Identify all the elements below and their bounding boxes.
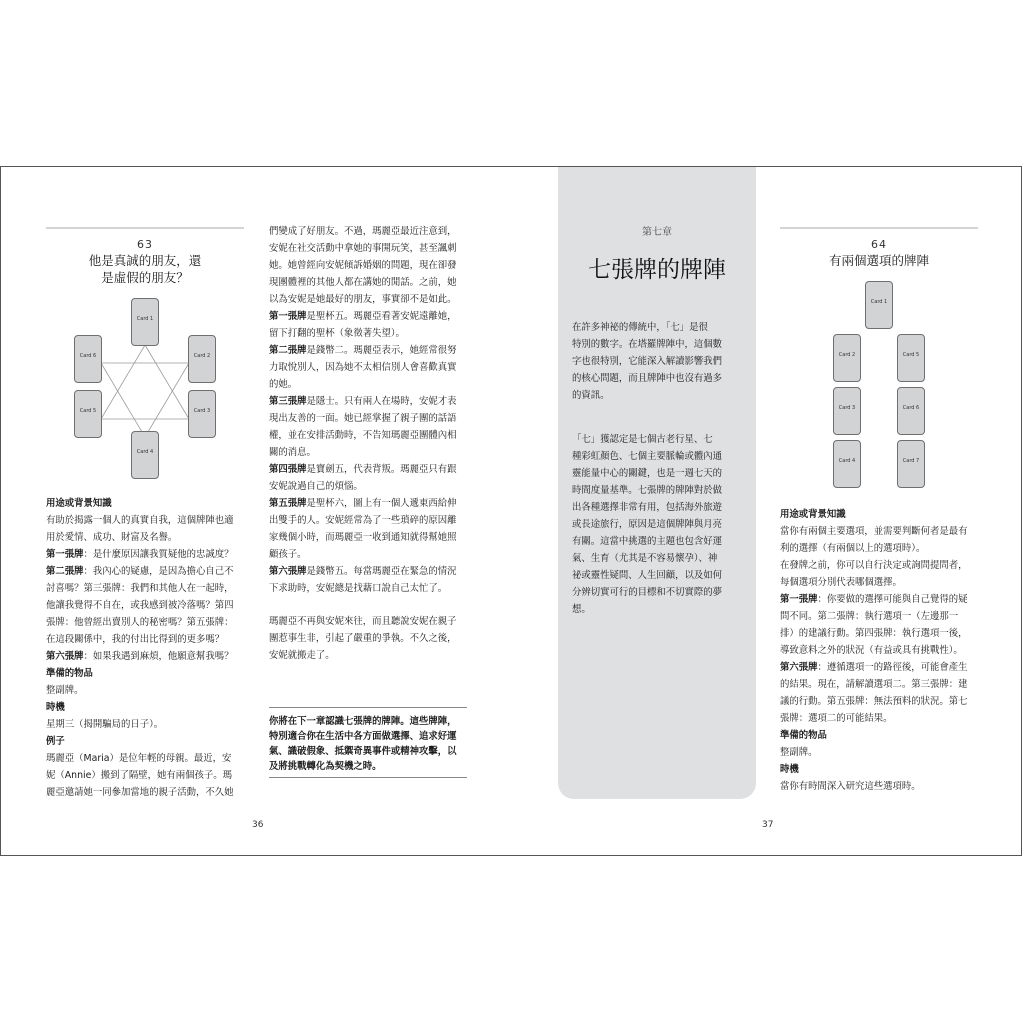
spread-card-7 <box>897 440 925 488</box>
text-line: 及將挑戰轉化為契機之時。 <box>269 761 382 772</box>
left-column-2-text <box>269 223 475 597</box>
bold-label: 準備的物品 <box>46 668 93 679</box>
text-line <box>269 291 475 308</box>
text-line <box>46 529 252 546</box>
text-line <box>780 693 986 710</box>
text-line: 氣、生育（尤其是不容易懷孕）、神 <box>572 553 718 564</box>
bold-label: 第六張牌 <box>780 662 818 673</box>
line-text: 用於愛情、成功、財富及名譽。 <box>46 532 178 543</box>
text-line <box>780 761 986 778</box>
text-line: 特別適合你在生活中各方面做選擇、追求好運 <box>269 731 457 742</box>
card-label: Card 3 <box>838 405 856 411</box>
line-text: 張牌：他曾經出賣別人的秘密嗎？第五張牌： <box>46 617 234 628</box>
line-text: ：遵循選項一的路徑後，可能會產生 <box>817 662 968 673</box>
entry-top-rule-right <box>780 227 978 229</box>
line-text: 每個選項分別代表哪個選擇。 <box>780 577 902 588</box>
page-number-right: 37 <box>762 820 774 830</box>
line-text: 是寶劍五，代表背叛。瑪麗亞只有跟 <box>306 464 457 475</box>
text-line <box>780 676 986 693</box>
text-line <box>46 597 252 614</box>
line-text: 他讓我覺得不自在，或我感到被冷落嗎？第四 <box>46 600 234 611</box>
text-line <box>46 546 252 563</box>
text-line: 有關。這當中挑選的主題也包含好運 <box>572 536 723 547</box>
line-text: 麗亞邀請她一同參加當地的親子活動，不久她 <box>46 787 234 798</box>
line-text: 在發牌之前，你可以自行決定或詢問提問者， <box>780 560 968 571</box>
page-number-left: 36 <box>252 820 264 830</box>
card-label: Card 2 <box>838 352 856 358</box>
spread-card-2 <box>188 335 216 383</box>
text-line: 瑪麗亞不再與安妮來往，而且聽說安妮在親子 <box>269 616 457 627</box>
text-line <box>269 546 475 563</box>
text-line: 祕或靈性疑問、人生回顧，以及如何 <box>572 570 723 581</box>
text-line <box>780 540 986 557</box>
text-line <box>46 733 252 750</box>
line-text: 關的消息。 <box>269 447 316 458</box>
chapter-label: 第七章 <box>642 227 672 238</box>
bold-label: 第二張牌 <box>46 566 84 577</box>
text-line: 種彩虹顏色、七個主要脈輪或體內通 <box>572 451 723 462</box>
bold-label: 用途或背景知識 <box>46 498 112 509</box>
text-line <box>269 478 475 495</box>
line-text: 張牌：選項二的可能結果。 <box>780 713 893 724</box>
text-line <box>780 557 986 574</box>
bold-label: 第二張牌 <box>269 345 307 356</box>
line-text: 以為安妮是她最好的朋友，事實卻不是如此。 <box>269 294 457 305</box>
line-text: 星期三（揭開騙局的日子）。 <box>46 719 164 730</box>
chapter-sidebar <box>558 167 756 799</box>
spread-card-3 <box>833 387 861 435</box>
text-line <box>780 506 986 523</box>
text-line <box>269 410 475 427</box>
text-line <box>46 750 252 767</box>
line-text: 現出友善的一面。她已經掌握了親子團的話語 <box>269 413 457 424</box>
text-line <box>46 699 252 716</box>
card-label: Card 5 <box>79 408 97 414</box>
entry-title-right: 有兩個選項的牌陣 <box>828 253 929 268</box>
card-label: Card 7 <box>902 458 920 464</box>
text-line <box>269 495 475 512</box>
bold-label: 第一張牌 <box>780 594 818 605</box>
text-line <box>269 274 475 291</box>
line-text: 整副牌。 <box>46 685 84 696</box>
spread-card-3 <box>188 390 216 438</box>
bold-label: 第一張牌 <box>46 549 84 560</box>
bold-label: 用途或背景知識 <box>780 509 846 520</box>
text-line: 或長途旅行，原因是這個牌陣與月亮 <box>572 519 723 530</box>
card-label: Card 5 <box>902 352 920 358</box>
text-line: 字也很特別，它能深入解讀影響我們 <box>572 356 723 367</box>
text-line <box>780 710 986 727</box>
text-line <box>46 682 252 699</box>
line-text: 是錢幣二。瑪麗亞表示，她經常很努 <box>306 345 457 356</box>
line-text: 是隱士。只有兩人在場時，安妮才表 <box>306 396 457 407</box>
text-line <box>269 325 475 342</box>
text-line: 的資訊。 <box>572 390 610 401</box>
bold-label: 時機 <box>46 702 65 713</box>
text-line <box>269 427 475 444</box>
line-text: 安妮說過自己的煩惱。 <box>269 481 363 492</box>
line-text: ：你要做的選擇可能與自己覺得的疑 <box>817 594 968 605</box>
bold-label: 第五張牌 <box>269 498 307 509</box>
text-line: 在許多神祕的傳統中，「七」是很 <box>572 322 708 333</box>
card-label: Card 6 <box>79 353 97 359</box>
text-line <box>46 495 252 512</box>
entry-number-right: 64 <box>871 238 887 251</box>
line-text: 們變成了好朋友。不過，瑪麗亞最近注意到， <box>269 226 457 237</box>
note-bottom-rule <box>269 777 467 778</box>
text-line <box>46 767 252 784</box>
line-text: 安妮在社交活動中拿她的事開玩笑，甚至諷刺 <box>269 243 457 254</box>
spread-card-1 <box>131 298 159 346</box>
text-line <box>269 461 475 478</box>
spread-card-2 <box>833 334 861 382</box>
text-line <box>780 778 986 795</box>
text-line <box>46 580 252 597</box>
text-line: 分辨切實可行的目標和不切實際的夢 <box>572 587 723 598</box>
bold-label: 第六張牌 <box>269 566 307 577</box>
text-line <box>46 784 252 801</box>
text-line <box>780 574 986 591</box>
text-line <box>269 376 475 393</box>
entry-number: 63 <box>137 238 153 251</box>
text-line <box>780 608 986 625</box>
line-text: 在這段關係中，我的付出比得到的更多嗎？ <box>46 634 225 645</box>
line-text: 力取悅別人，因為她不太相信別人會喜歡真實 <box>269 362 457 373</box>
text-line <box>269 342 475 359</box>
text-line: 的核心問題，而且牌陣中也沒有過多 <box>572 373 723 384</box>
chapter-title: 七張牌的牌陣 <box>588 257 726 283</box>
line-text: 導致意料之外的狀況（有益或具有挑戰性）。 <box>780 645 963 656</box>
line-text: 顧孩子。 <box>269 549 307 560</box>
line-text: 現團體裡的其他人都在講她的閒話。之前，她 <box>269 277 457 288</box>
text-line: 特別的數字。在塔羅牌陣中，這個數 <box>572 339 723 350</box>
left-column-1-text <box>46 495 252 801</box>
text-line <box>269 393 475 410</box>
text-line <box>780 642 986 659</box>
text-line: 時間度量基準。七張牌的牌陣對於做 <box>572 485 723 496</box>
text-line: 團惹事生非，引起了嚴重的爭執。不久之後， <box>269 633 457 644</box>
line-text: 瑪麗亞（Maria）是位年輕的母親。最近，安 <box>46 753 232 764</box>
bold-label: 例子 <box>46 736 65 747</box>
line-text: 討喜嗎？第三張牌：我們和其他人在一起時， <box>46 583 234 594</box>
text-line <box>46 631 252 648</box>
text-line: 「七」獲認定是七個古老行星、七 <box>572 434 713 445</box>
spread-card-4 <box>833 440 861 488</box>
card-label: Card 1 <box>136 316 154 322</box>
note-top-rule <box>269 707 467 708</box>
line-text: 家幾個小時，而瑪麗亞一收到通知就得幫她照 <box>269 532 457 543</box>
card-label: Card 2 <box>193 353 211 359</box>
line-text: 的結果。現在，請解讀選項二。第三張牌：建 <box>780 679 968 690</box>
spread-card-5 <box>897 334 925 382</box>
text-line: 靈能量中心的關鍵，也是一週七天的 <box>572 468 723 479</box>
text-line <box>780 625 986 642</box>
line-text: 利的選擇（有兩個以上的選項時）。 <box>780 543 926 554</box>
line-text: 當你有兩個主要選項，並需要判斷何者是最有 <box>780 526 968 537</box>
line-text: ：是什麼原因讓我質疑他的忠誠度？ <box>83 549 234 560</box>
text-line <box>269 512 475 529</box>
text-line <box>46 665 252 682</box>
card-label: Card 1 <box>870 299 888 305</box>
entry-title-line1: 他是真誠的朋友，還 <box>88 253 202 268</box>
line-text: 留下打翻的聖杯（象徵著失望）。 <box>269 328 405 339</box>
spread-card-5 <box>74 390 102 438</box>
text-line <box>46 716 252 733</box>
text-line <box>269 257 475 274</box>
text-line <box>269 359 475 376</box>
line-text: 是錢幣五。每當瑪麗亞在緊急的情況 <box>306 566 457 577</box>
line-text: 她。她曾經向安妮傾訴婚姻的問題，現在卻發 <box>269 260 457 271</box>
text-line <box>780 659 986 676</box>
bold-label: 第四張牌 <box>269 464 307 475</box>
line-text: 的她。 <box>269 379 298 390</box>
card-label: Card 4 <box>838 458 856 464</box>
right-column-text <box>780 506 986 795</box>
line-text: ：如果我遇到麻煩，他願意幫我嗎？ <box>83 651 234 662</box>
text-line <box>269 563 475 580</box>
line-text: 議的行動。第五張牌：無法預料的狀況。第七 <box>780 696 968 707</box>
bold-label: 第三張牌 <box>269 396 307 407</box>
text-line <box>46 512 252 529</box>
line-text: 排）的建議行動。第四張牌：執行選項一後， <box>780 628 968 639</box>
hexagram-icon <box>97 341 193 441</box>
book-spread <box>0 166 1022 856</box>
text-line <box>269 223 475 240</box>
card-label: Card 3 <box>193 408 211 414</box>
spread-card-6 <box>74 335 102 383</box>
spread-card-4 <box>131 431 159 479</box>
text-line <box>269 529 475 546</box>
line-text: ：我內心的疑慮，是因為擔心自己不 <box>83 566 234 577</box>
text-line <box>780 523 986 540</box>
line-text: 權，並在安排活動時，不告知瑪麗亞團體內相 <box>269 430 457 441</box>
line-text: 出雙手的人。安妮經常為了一些瑣碎的原因離 <box>269 515 457 526</box>
card-label: Card 6 <box>902 405 920 411</box>
line-text: 是聖杯六，圖上有一個人遞東西給伸 <box>306 498 457 509</box>
text-line <box>46 563 252 580</box>
line-text: 下求助時，安妮總是找藉口說自己太忙了。 <box>269 583 448 594</box>
line-text: 問不同。第二張牌：執行選項一（左邊那一 <box>780 611 959 622</box>
text-line <box>269 308 475 325</box>
bold-label: 時機 <box>780 764 799 775</box>
bold-label: 準備的物品 <box>780 730 827 741</box>
card-label: Card 4 <box>136 449 154 455</box>
text-line <box>269 444 475 461</box>
text-line <box>269 580 475 597</box>
spread-card-1 <box>865 281 893 329</box>
line-text: 當你有時間深入研究這些選項時。 <box>780 781 921 792</box>
text-line <box>780 744 986 761</box>
line-text: 整副牌。 <box>780 747 818 758</box>
left-column-2-closing-paragraph <box>269 613 475 664</box>
text-line <box>780 591 986 608</box>
bold-label: 第六張牌 <box>46 651 84 662</box>
entry-title-line2: 是虛假的朋友？ <box>101 270 189 285</box>
text-line: 你將在下一章認識七張牌的牌陣。這些牌陣， <box>269 716 457 727</box>
text-line <box>46 648 252 665</box>
text-line: 安妮就搬走了。 <box>269 650 335 661</box>
text-line: 想。 <box>572 604 591 615</box>
text-line <box>46 614 252 631</box>
line-text: 有助於揭露一個人的真實自我，這個牌陣也適 <box>46 515 234 526</box>
bold-label: 第一張牌 <box>269 311 307 322</box>
text-line: 氣、識破假象、抵禦奇異事件或精神攻擊，以 <box>269 746 457 757</box>
spread-card-6 <box>897 387 925 435</box>
chapter-preview-note <box>269 714 475 774</box>
text-line <box>780 727 986 744</box>
text-line: 出各種選擇非常有用，包括海外旅遊 <box>572 502 723 513</box>
chapter-intro-paragraph-1 <box>572 319 748 404</box>
line-text: 妮（Annie）搬到了隔壁，她有兩個孩子。瑪 <box>46 770 233 781</box>
chapter-intro-paragraph-2 <box>572 431 748 618</box>
text-line <box>269 240 475 257</box>
line-text: 是聖杯五。瑪麗亞看著安妮遠離她， <box>306 311 457 322</box>
entry-top-rule <box>46 227 244 229</box>
